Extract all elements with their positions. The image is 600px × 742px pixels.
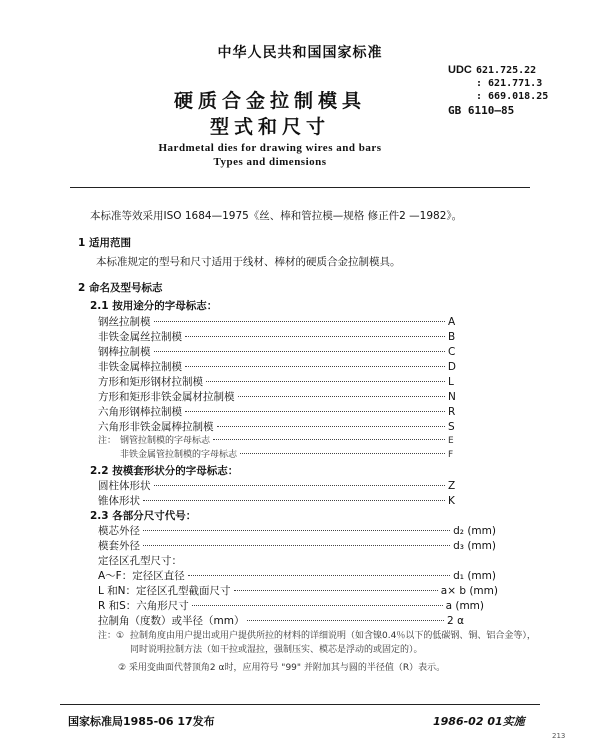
issue-date: 国家标准局1985-06 17发布 bbox=[68, 715, 215, 728]
note1-line2: 同时说明拉制方法（如干拉或湿拉，强制压实、模芯是浮动的或固定的）。 bbox=[130, 645, 423, 655]
note1-line1: 拉制角度由用户提出或用户提供所拉的材料的详细说明（如含镍0.4％以下的低碳钢、铜、铝合金等）， bbox=[130, 631, 536, 641]
list-item: 圆柱体形状 Z bbox=[98, 480, 456, 492]
list-item: 非铁金属丝拉制模 B bbox=[98, 331, 456, 343]
gb-label: GB bbox=[448, 104, 462, 117]
effective-date: 1986-02 01实施 bbox=[433, 715, 525, 728]
udc-line: : 621.771.3 bbox=[476, 78, 543, 89]
list-item: 方形和矩形非铁金属材拉制模 N bbox=[98, 391, 456, 403]
title-cn-line1: 硬质合金拉制模具 bbox=[173, 90, 366, 112]
note2: ② 采用变曲面代替顶角2 α时，应用符号 "99" 并附加其与圆的半径值（R）表示。 bbox=[118, 663, 446, 673]
list-item: 六角形钢棒拉制模 R bbox=[98, 406, 456, 418]
list-item: 拉制角（度数）或半径（mm） 2 α bbox=[98, 615, 464, 627]
zone-heading: 定径区孔型尺寸： bbox=[98, 555, 182, 567]
title-cn-line2: 型式和尺寸 bbox=[209, 116, 330, 138]
list-item: 非铁金属棒拉制模 D bbox=[98, 361, 456, 373]
gb-value: 6110—85 bbox=[467, 104, 515, 117]
list-item: 钢丝拉制模 A bbox=[98, 316, 456, 328]
note-item: 非铁金属管拉制模的字母标志 F bbox=[120, 450, 454, 460]
intro-text: 本标准等效采用ISO 1684—1975《丝、棒和管拉模—规格 修正件2 —1982》。 bbox=[90, 210, 463, 222]
section21-heading: 2.1 按用途分的字母标志： bbox=[90, 300, 218, 312]
list-item: 锥体形状 K bbox=[98, 495, 455, 507]
section23-heading: 2.3 各部分尺寸代号： bbox=[90, 510, 197, 522]
udc-line: 621.725.22 bbox=[476, 65, 537, 76]
section1-body: 本标准规定的型号和尺寸适用于线材、棒材的硬质合金拉制模具。 bbox=[96, 256, 401, 268]
list-item: 六角形非铁金属棒拉制模 S bbox=[98, 421, 455, 433]
title-en-line2: Types and dimensions bbox=[213, 156, 327, 168]
list-item: A～F：定径区直径 d₁ (mm) bbox=[98, 570, 496, 582]
page-number: 213 bbox=[552, 732, 566, 740]
list-item: 方形和矩形钢材拉制模 L bbox=[98, 376, 454, 388]
list-item: L 和N：定径区孔型截面尺寸 a× b (mm) bbox=[98, 585, 498, 597]
list-item: 模芯外径 d₂ (mm) bbox=[98, 525, 496, 537]
note1-prefix: 注：① bbox=[98, 631, 125, 641]
udc-label: UDC bbox=[448, 64, 472, 76]
section2-heading: 2 命名及型号标志 bbox=[78, 282, 163, 294]
note-item: 钢管拉制模的字母标志 E bbox=[120, 436, 454, 446]
note-prefix: 注： bbox=[98, 436, 117, 446]
section1-heading: 1 适用范围 bbox=[78, 237, 131, 249]
title-en-line1: Hardmetal dies for drawing wires and bars bbox=[158, 142, 382, 154]
list-item: 钢棒拉制模 C bbox=[98, 346, 456, 358]
list-item: R 和S：六角形尺寸 a (mm) bbox=[98, 600, 484, 612]
footer-divider bbox=[60, 704, 540, 705]
standard-org: 中华人民共和国国家标准 bbox=[217, 45, 383, 61]
title-divider bbox=[70, 187, 530, 188]
list-item: 模套外径 d₃ (mm) bbox=[98, 540, 496, 552]
section22-heading: 2.2 按模套形状分的字母标志： bbox=[90, 465, 239, 477]
udc-line: : 669.018.25 bbox=[476, 91, 549, 102]
